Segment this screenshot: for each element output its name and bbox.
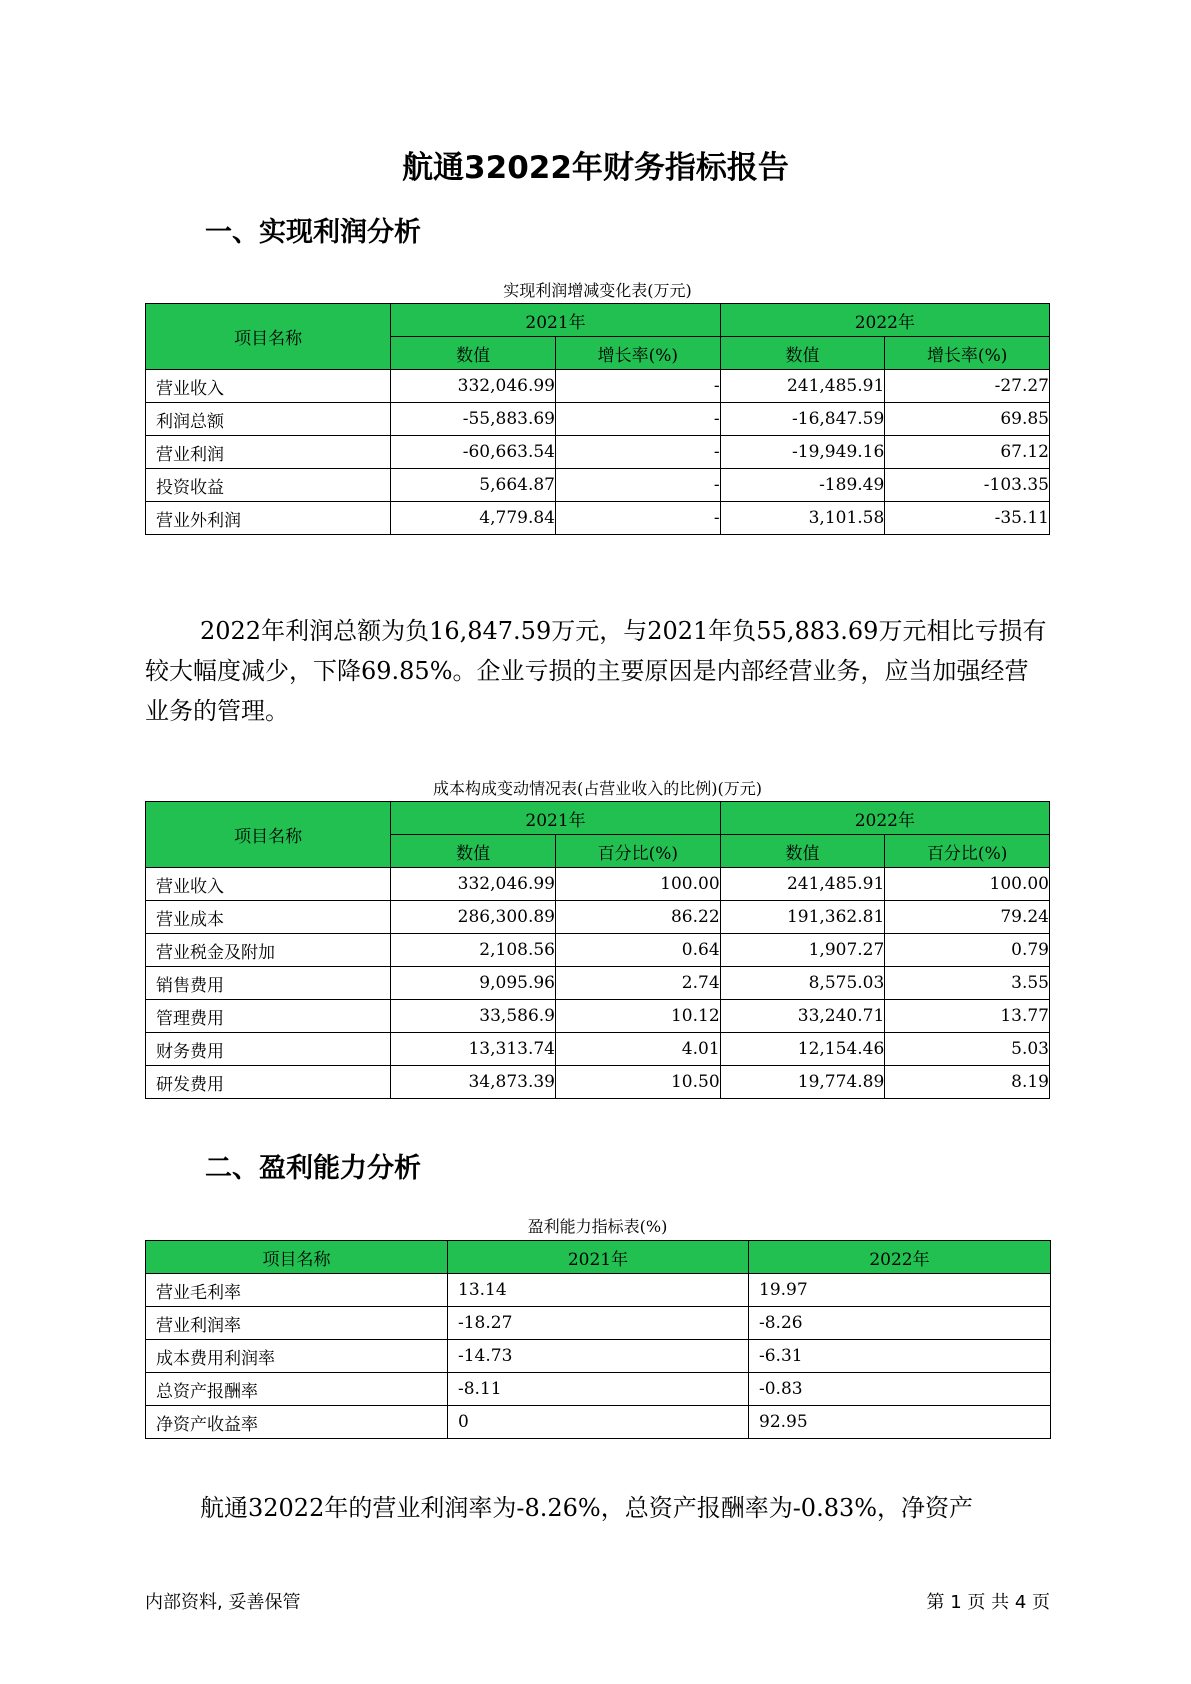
- value-2021: 0: [448, 1406, 749, 1439]
- table-row: [146, 1274, 1051, 1307]
- header-value: 数值: [391, 835, 556, 868]
- footer-confidential-note: 内部资料, 妥善保管: [145, 1592, 301, 1613]
- table-row: [146, 469, 1050, 502]
- cost-structure-table: [145, 801, 1050, 1099]
- value-2022: 19,774.89: [720, 1066, 885, 1099]
- profitability-paragraph: [145, 1488, 1050, 1528]
- table-row: [146, 436, 1050, 469]
- rate-2021: -: [556, 469, 721, 502]
- rate-2022: -103.35: [885, 469, 1050, 502]
- item-name: 研发费用: [146, 1066, 391, 1099]
- item-name: 营业成本: [146, 901, 391, 934]
- item-name: 营业收入: [146, 868, 391, 901]
- profit-change-table: [145, 303, 1050, 535]
- value-2022: 12,154.46: [720, 1033, 885, 1066]
- item-name: 总资产报酬率: [146, 1373, 448, 1406]
- value-2021: 332,046.99: [391, 868, 556, 901]
- item-name: 利润总额: [146, 403, 391, 436]
- value-2021: 33,586.9: [391, 1000, 556, 1033]
- header-item-name: 项目名称: [146, 1241, 448, 1274]
- header-percentage: 百分比(%): [556, 835, 721, 868]
- pct-2021: 86.22: [556, 901, 721, 934]
- header-growth-rate: 增长率(%): [556, 337, 721, 370]
- item-name: 营业利润率: [146, 1307, 448, 1340]
- table-caption-profitability: 盈利能力指标表(%): [527, 1217, 668, 1236]
- item-name: 营业税金及附加: [146, 934, 391, 967]
- value-2022: -6.31: [749, 1340, 1051, 1373]
- rate-2022: 67.12: [885, 436, 1050, 469]
- table-row: [146, 1373, 1051, 1406]
- value-2022: 19.97: [749, 1274, 1051, 1307]
- table-row: [146, 1033, 1050, 1066]
- table-row: [146, 934, 1050, 967]
- value-2022: 241,485.91: [720, 868, 885, 901]
- value-2022: -189.49: [720, 469, 885, 502]
- pct-2022: 5.03: [885, 1033, 1050, 1066]
- item-name: 成本费用利润率: [146, 1340, 448, 1373]
- value-2022: -8.26: [749, 1307, 1051, 1340]
- value-2021: -14.73: [448, 1340, 749, 1373]
- pct-2022: 100.00: [885, 868, 1050, 901]
- value-2021: -60,663.54: [391, 436, 556, 469]
- value-2021: 5,664.87: [391, 469, 556, 502]
- table-row: [146, 502, 1050, 535]
- value-2022: 241,485.91: [720, 370, 885, 403]
- header-year-2021: 2021年: [448, 1241, 749, 1274]
- item-name: 财务费用: [146, 1033, 391, 1066]
- item-name: 营业利润: [146, 436, 391, 469]
- value-2021: -8.11: [448, 1373, 749, 1406]
- table-row: [146, 868, 1050, 901]
- value-2021: 34,873.39: [391, 1066, 556, 1099]
- item-name: 营业毛利率: [146, 1274, 448, 1307]
- header-item-name: 项目名称: [146, 304, 391, 370]
- value-2022: 3,101.58: [720, 502, 885, 535]
- rate-2021: -: [556, 403, 721, 436]
- section-heading-profit: 一、实现利润分析: [205, 217, 421, 248]
- table-row: [146, 901, 1050, 934]
- pct-2022: 0.79: [885, 934, 1050, 967]
- value-2021: 332,046.99: [391, 370, 556, 403]
- table-row: [146, 1000, 1050, 1033]
- table-caption-profit: 实现利润增减变化表(万元): [503, 281, 692, 300]
- value-2022: 1,907.27: [720, 934, 885, 967]
- value-2021: 4,779.84: [391, 502, 556, 535]
- document-title: 航通32022年财务指标报告: [402, 150, 789, 186]
- header-value: 数值: [720, 337, 885, 370]
- table-row: [146, 1406, 1051, 1439]
- value-2022: -16,847.59: [720, 403, 885, 436]
- pct-2022: 8.19: [885, 1066, 1050, 1099]
- rate-2021: -: [556, 370, 721, 403]
- item-name: 营业收入: [146, 370, 391, 403]
- table-row: [146, 1066, 1050, 1099]
- table-row: [146, 1340, 1051, 1373]
- header-value: 数值: [391, 337, 556, 370]
- header-year-2022: 2022年: [749, 1241, 1051, 1274]
- footer-page-number: 第 1 页 共 4 页: [926, 1592, 1050, 1613]
- value-2021: -18.27: [448, 1307, 749, 1340]
- pct-2022: 79.24: [885, 901, 1050, 934]
- value-2022: 8,575.03: [720, 967, 885, 1000]
- pct-2021: 10.12: [556, 1000, 721, 1033]
- value-2021: -55,883.69: [391, 403, 556, 436]
- pct-2022: 3.55: [885, 967, 1050, 1000]
- pct-2021: 2.74: [556, 967, 721, 1000]
- value-2022: 92.95: [749, 1406, 1051, 1439]
- profitability-table: [145, 1240, 1051, 1439]
- profit-analysis-text: 2022年利润总额为负16,847.59万元，与2021年负55,883.69万元相比亏损有较大幅度减少，下降69.85%。企业亏损的主要原因是内部经营业务，应当加强经营业务的管理。: [145, 617, 1047, 725]
- table-row: [146, 967, 1050, 1000]
- profit-analysis-paragraph: [145, 611, 1050, 731]
- value-2022: -19,949.16: [720, 436, 885, 469]
- pct-2021: 4.01: [556, 1033, 721, 1066]
- rate-2022: -35.11: [885, 502, 1050, 535]
- pct-2022: 13.77: [885, 1000, 1050, 1033]
- value-2021: 286,300.89: [391, 901, 556, 934]
- table-caption-cost: 成本构成变动情况表(占营业收入的比例)(万元): [433, 779, 762, 798]
- value-2021: 13.14: [448, 1274, 749, 1307]
- value-2022: -0.83: [749, 1373, 1051, 1406]
- item-name: 销售费用: [146, 967, 391, 1000]
- header-year-2021: 2021年: [391, 802, 720, 835]
- rate-2021: -: [556, 502, 721, 535]
- header-value: 数值: [720, 835, 885, 868]
- profitability-text: 航通32022年的营业利润率为-8.26%，总资产报酬率为-0.83%，净资产: [200, 1494, 974, 1522]
- value-2022: 33,240.71: [720, 1000, 885, 1033]
- header-year-2022: 2022年: [720, 304, 1049, 337]
- item-name: 管理费用: [146, 1000, 391, 1033]
- pct-2021: 0.64: [556, 934, 721, 967]
- value-2021: 13,313.74: [391, 1033, 556, 1066]
- rate-2022: -27.27: [885, 370, 1050, 403]
- header-percentage: 百分比(%): [885, 835, 1050, 868]
- header-item-name: 项目名称: [146, 802, 391, 868]
- rate-2021: -: [556, 436, 721, 469]
- pct-2021: 100.00: [556, 868, 721, 901]
- value-2022: 191,362.81: [720, 901, 885, 934]
- header-growth-rate: 增长率(%): [885, 337, 1050, 370]
- header-year-2022: 2022年: [720, 802, 1049, 835]
- section-heading-profitability: 二、盈利能力分析: [205, 1153, 421, 1184]
- item-name: 净资产收益率: [146, 1406, 448, 1439]
- table-row: [146, 370, 1050, 403]
- item-name: 投资收益: [146, 469, 391, 502]
- table-row: [146, 403, 1050, 436]
- value-2021: 9,095.96: [391, 967, 556, 1000]
- table-row: [146, 1307, 1051, 1340]
- rate-2022: 69.85: [885, 403, 1050, 436]
- header-year-2021: 2021年: [391, 304, 720, 337]
- value-2021: 2,108.56: [391, 934, 556, 967]
- pct-2021: 10.50: [556, 1066, 721, 1099]
- item-name: 营业外利润: [146, 502, 391, 535]
